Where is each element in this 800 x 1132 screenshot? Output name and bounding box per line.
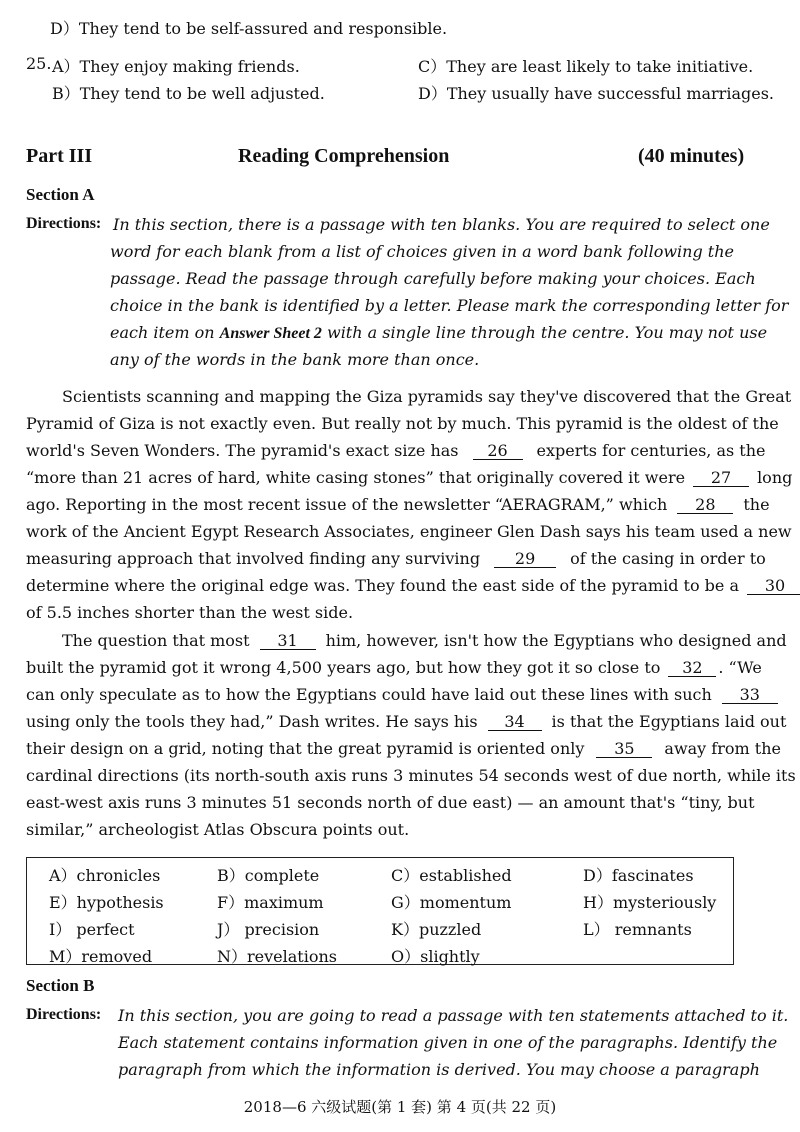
section-a-heading: Section A	[26, 185, 95, 204]
word-bank-option: F）maximum	[217, 893, 324, 912]
word-bank-option: I） perfect	[49, 920, 135, 939]
passage-line	[26, 739, 781, 758]
passage-line: work of the Ancient Egypt Research Associates, engineer Glen Dash says his team used a new	[26, 522, 792, 541]
section-b-heading: Section B	[26, 976, 95, 995]
passage-line	[26, 576, 786, 595]
q25-option-d: D）They usually have successful marriages.	[418, 84, 774, 103]
word-bank-option: O）slightly	[391, 947, 480, 966]
word-bank-option: J） precision	[217, 920, 320, 939]
passage-line	[62, 631, 787, 650]
passage-line	[26, 658, 774, 677]
blank-31: 31	[260, 633, 316, 650]
blank-34: 34	[488, 714, 542, 731]
passage-text: determine where the original edge was. They found the east side of the pyramid to be a	[26, 576, 740, 595]
section-a-directions-line: word for each blank from a list of choices given in a word bank following the	[110, 242, 734, 261]
passage-text: using only the tools they had,” Dash writes. He says his	[26, 712, 478, 731]
q25-number: 25.	[26, 54, 52, 73]
passage-line: Scientists scanning and mapping the Giza pyramids say they've discovered that the Great	[62, 387, 792, 406]
section-a-directions-line: choice in the bank is identified by a letter. Please mark the corresponding letter for	[110, 296, 789, 315]
word-bank-row	[27, 863, 733, 889]
blank-26: 26	[473, 443, 523, 460]
passage-text: long	[757, 468, 793, 487]
section-a-directions-line: In this section, there is a passage with ten blanks. You are required to select one	[113, 215, 770, 234]
passage-text: world's Seven Wonders. The pyramid's exact size has	[26, 441, 459, 460]
word-bank-option: N）revelations	[217, 947, 337, 966]
passage-text: “more than 21 acres of hard, white casing stones” that originally covered it were	[26, 468, 686, 487]
blank-35: 35	[596, 741, 652, 758]
blank-33: 33	[722, 687, 778, 704]
word-bank-option: E）hypothesis	[49, 893, 164, 912]
section-a-directions-label: Directions:	[26, 215, 102, 232]
passage-text: away from the	[664, 739, 781, 758]
page-footer: 2018—6 六级试题(第 1 套) 第 4 页(共 22 页)	[243, 1098, 557, 1116]
q25-option-c: C）They are least likely to take initiative.	[418, 57, 754, 76]
section-b-directions-line: paragraph from which the information is derived. You may choose a paragraph	[118, 1060, 760, 1079]
word-bank-option: D）fascinates	[583, 866, 694, 885]
blank-30: 30	[747, 578, 800, 595]
q25-option-a: A）They enjoy making friends.	[52, 57, 300, 76]
passage-text: can only speculate as to how the Egyptians could have laid out these lines with such	[26, 685, 712, 704]
section-b-directions-line: In this section, you are going to read a passage with ten statements attached to it.	[118, 1006, 789, 1025]
word-bank-row	[27, 890, 733, 916]
passage-text: is that the Egyptians laid out	[551, 712, 787, 731]
passage-line: cardinal directions (its north-south axis runs 3 minutes 54 seconds west of due north, while its	[26, 766, 796, 785]
part-title: Reading Comprehension	[238, 145, 450, 167]
passage-text: of the casing in order to	[570, 549, 766, 568]
passage-line	[26, 441, 774, 460]
passage-line: east-west axis runs 3 minutes 51 seconds north of due east) — an amount that's “tiny, but	[26, 793, 755, 812]
word-bank-row	[27, 917, 733, 943]
part-time: (40 minutes)	[638, 145, 745, 167]
passage-line	[26, 685, 774, 704]
passage-text: measuring approach that involved finding any surviving	[26, 549, 481, 568]
passage-line	[26, 468, 793, 487]
passage-line	[26, 495, 774, 514]
passage-text: their design on a grid, noting that the great pyramid is oriented only	[26, 739, 585, 758]
passage-text: ago. Reporting in the most recent issue of the newsletter “AERAGRAM,” which	[26, 495, 668, 514]
blank-32: 32	[668, 660, 716, 677]
section-b-directions-label: Directions:	[26, 1006, 102, 1023]
passage-line	[26, 712, 787, 731]
section-b-directions-line: Each statement contains information given in one of the paragraphs. Identify the	[118, 1033, 778, 1052]
word-bank-row	[27, 944, 733, 970]
answer-sheet-2: Answer Sheet 2	[219, 325, 322, 342]
word-bank-option: G）momentum	[391, 893, 512, 912]
passage-line: similar,” archeologist Atlas Obscura points out.	[26, 820, 410, 839]
passage-text: The question that most	[62, 631, 250, 650]
word-bank-option: M）removed	[49, 947, 153, 966]
word-bank-option: K）puzzled	[391, 920, 482, 939]
passage-line: of 5.5 inches shorter than the west side.	[26, 603, 354, 622]
passage-line	[26, 549, 774, 568]
section-a-directions-line	[110, 323, 767, 343]
passage-text: him, however, isn't how the Egyptians who designed and	[325, 631, 787, 650]
word-bank-option: L） remnants	[583, 920, 692, 939]
q24-option-d: D）They tend to be self-assured and responsible.	[50, 19, 448, 38]
word-bank-option: C）established	[391, 866, 512, 885]
directions-text: each item on	[110, 323, 220, 342]
blank-27: 27	[693, 470, 749, 487]
section-a-directions-line: passage. Read the passage through carefully before making your choices. Each	[110, 269, 756, 288]
word-bank-option: B）complete	[217, 866, 320, 885]
blank-29: 29	[494, 551, 556, 568]
blank-28: 28	[677, 497, 733, 514]
word-bank	[26, 857, 734, 965]
passage-line: Pyramid of Giza is not exactly even. But really not by much. This pyramid is the oldest of the	[26, 414, 779, 433]
word-bank-option: A）chronicles	[49, 866, 161, 885]
q25-option-b: B）They tend to be well adjusted.	[52, 84, 325, 103]
section-a-directions-line: any of the words in the bank more than once.	[110, 350, 480, 369]
passage-text: built the pyramid got it wrong 4,500 years ago, but how they got it so close to	[26, 658, 661, 677]
passage-text: . “We	[718, 658, 762, 677]
part-label: Part III	[26, 145, 93, 167]
passage-text: the	[743, 495, 770, 514]
directions-text: with a single line through the centre. You may not use	[321, 323, 768, 342]
passage-text: experts for centuries, as the	[536, 441, 766, 460]
word-bank-option: H）mysteriously	[583, 893, 717, 912]
